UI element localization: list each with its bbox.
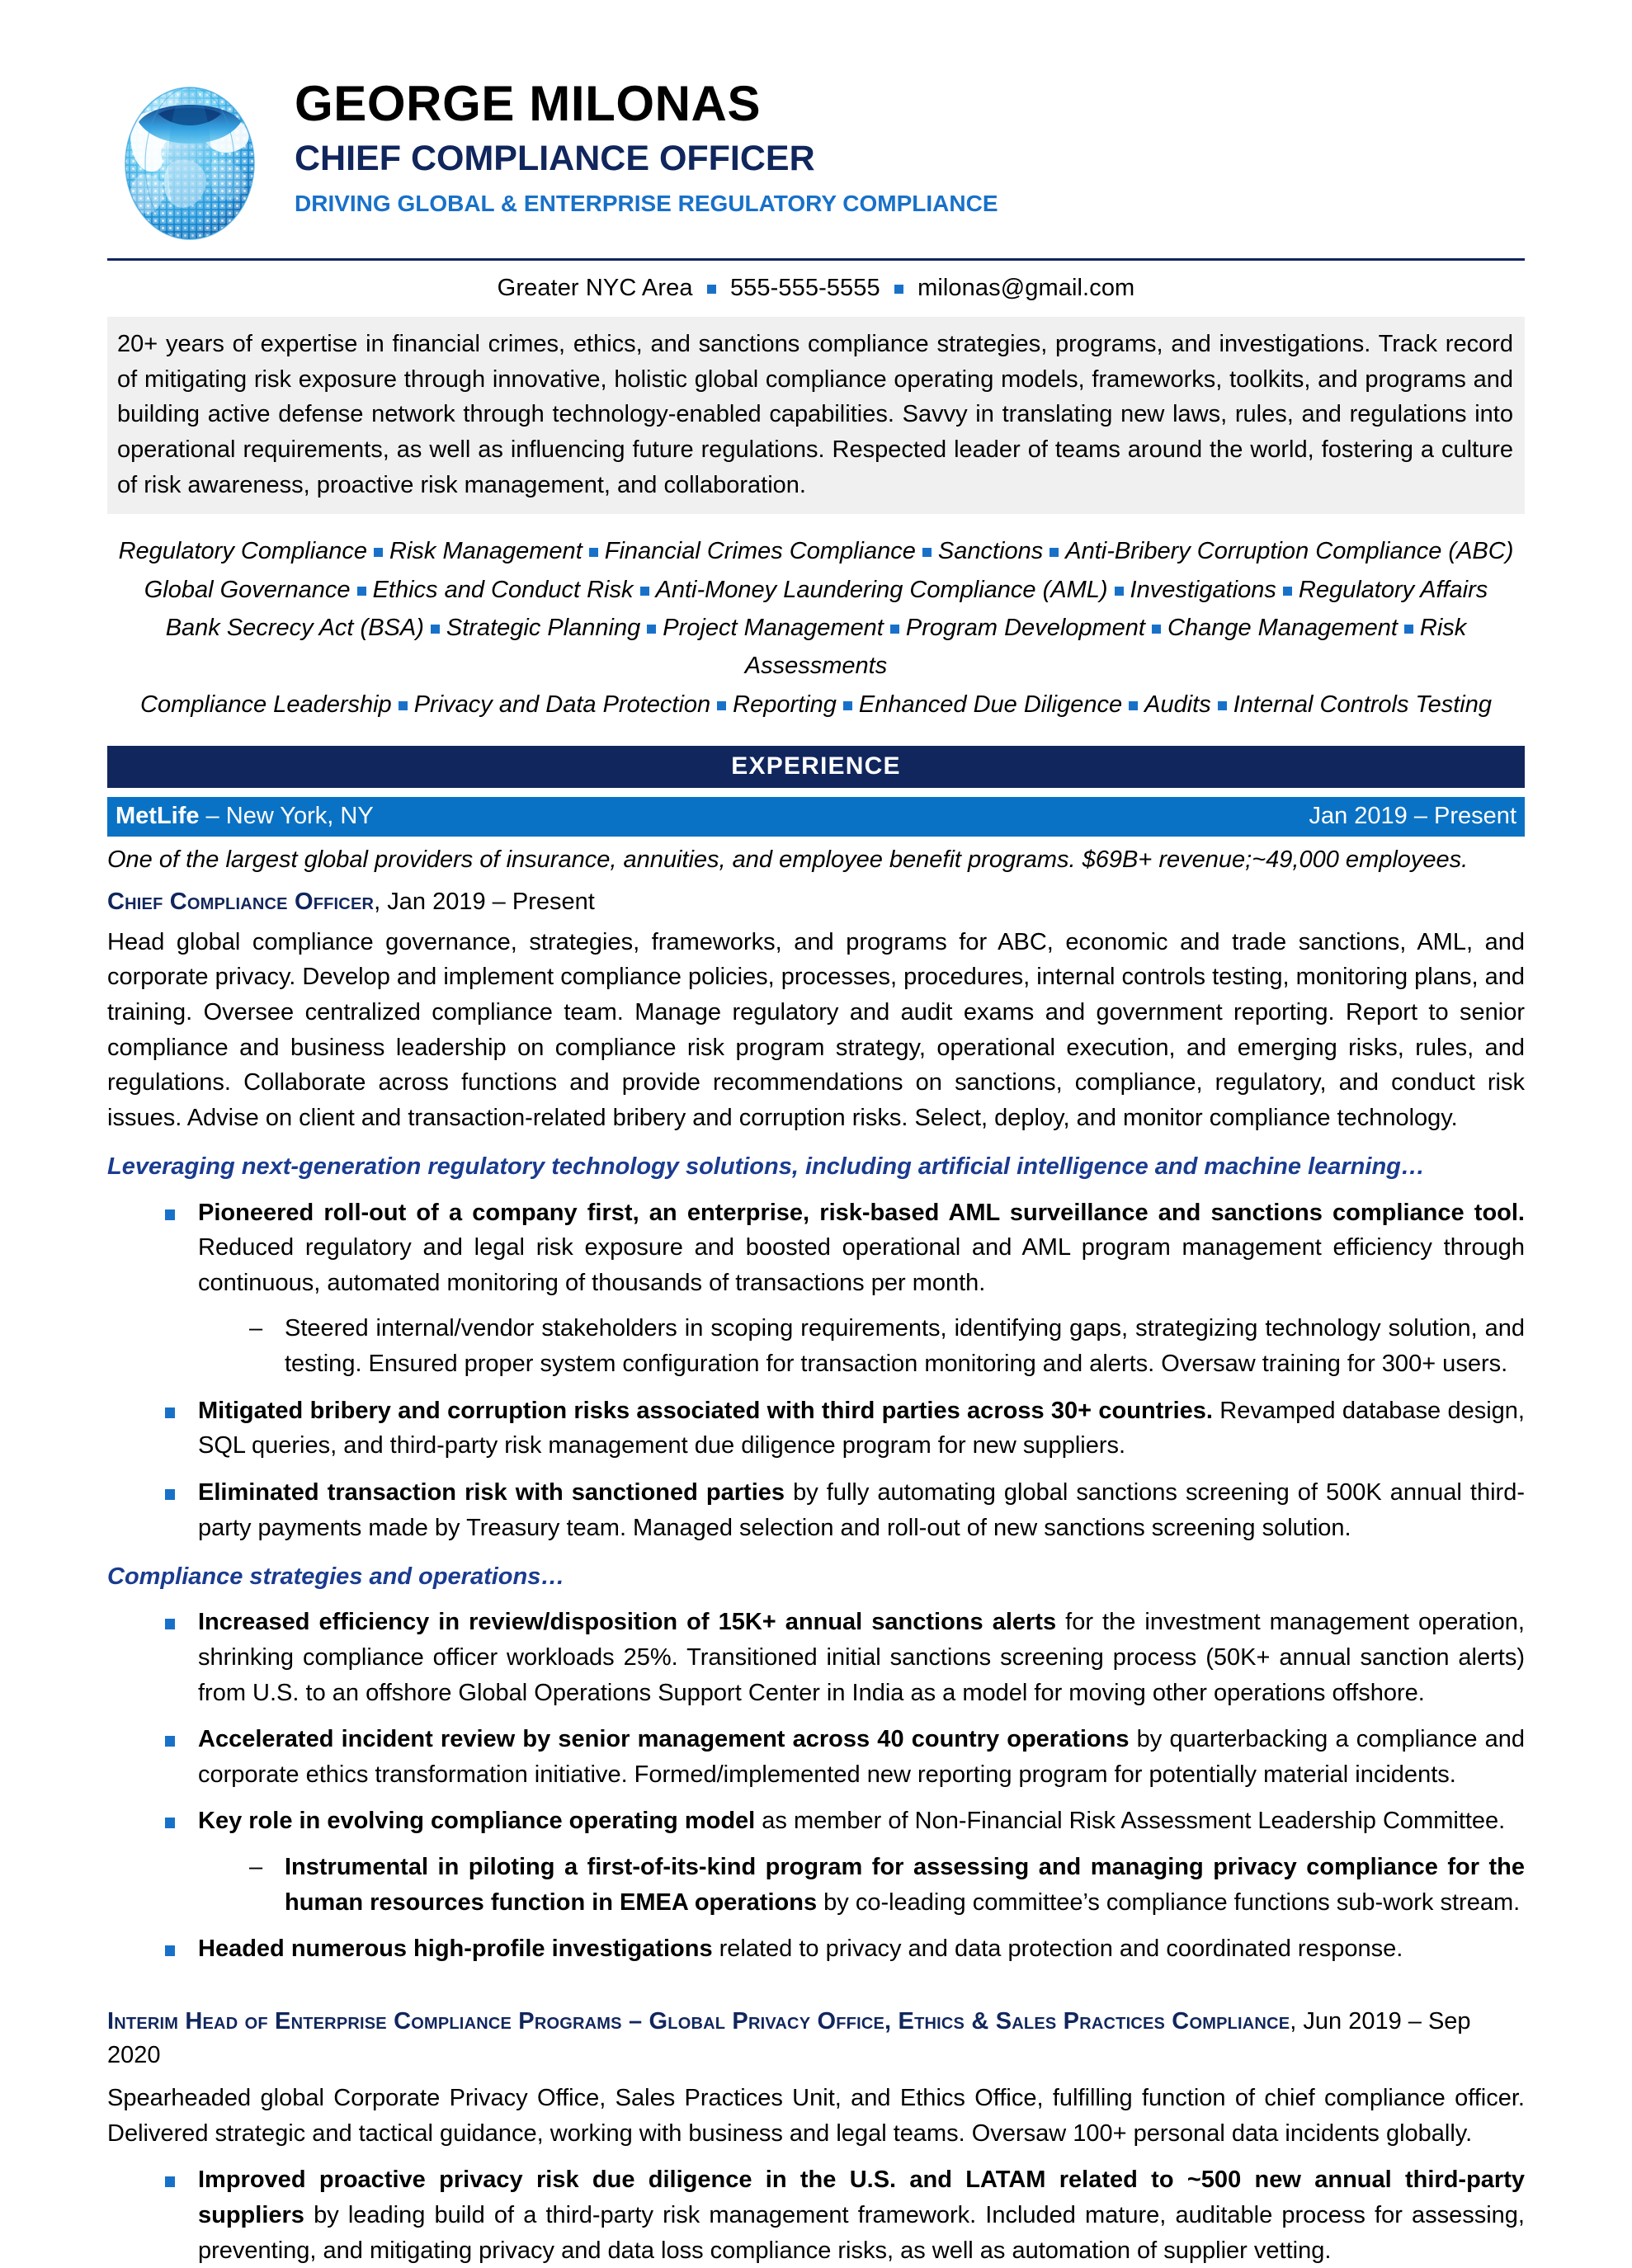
competency-item: Project Management	[663, 614, 884, 641]
square-bullet-icon	[894, 285, 903, 294]
contact-phone[interactable]: 555-555-5555	[729, 275, 880, 301]
bullet-item	[107, 1804, 1525, 1920]
square-bullet-icon	[707, 285, 716, 294]
competency-item: Financial Crimes Compliance	[604, 538, 916, 565]
bullet-highlight: Mitigated bribery and corruption risks associated with third parties across 30+ countries.	[198, 1397, 1213, 1424]
competency-item: Anti-Money Laundering Compliance (AML)	[655, 576, 1108, 603]
competency-item: Privacy and Data Protection	[413, 691, 711, 718]
bullet-text: as member of Non-Financial Risk Assessment Leadership Committee.	[755, 1808, 1506, 1835]
competency-item: Regulatory Compliance	[118, 538, 368, 565]
bullet-list-group-1	[107, 1195, 1525, 1546]
candidate-tagline: DRIVING GLOBAL & ENTERPRISE REGULATORY COMPLIANCE	[295, 191, 998, 217]
contact-email[interactable]: milonas@gmail.com	[917, 275, 1135, 301]
bullet-highlight: Key role in evolving compliance operating model	[198, 1808, 756, 1835]
competency-line	[107, 609, 1525, 686]
company-header-metlife	[107, 797, 1525, 837]
bullet-highlight: Pioneered roll-out of a company first, an enterprise, risk-based AML surveillance and sanctions compliance tool.	[198, 1199, 1525, 1226]
sub-bullet-highlight: Instrumental in piloting a first-of-its-kind program for assessing and managing privacy compliance for the human resources function in EMEA operations	[285, 1854, 1525, 1916]
competency-line	[107, 532, 1525, 570]
competency-item: Internal Controls Testing	[1233, 691, 1492, 718]
bullet-item	[107, 1722, 1525, 1792]
candidate-name: GEORGE MILONAS	[295, 76, 762, 131]
square-bullet-icon	[1218, 701, 1227, 710]
square-bullet-icon	[1283, 587, 1292, 596]
square-bullet-icon	[640, 587, 649, 596]
square-bullet-icon	[589, 548, 598, 557]
sub-bullet-item	[198, 1311, 1525, 1381]
bullet-text: related to privacy and data protection and coordinated response.	[712, 1936, 1403, 1963]
square-bullet-icon	[1152, 625, 1161, 634]
competency-item: Regulatory Affairs	[1298, 576, 1488, 603]
professional-summary: 20+ years of expertise in financial crimes, ethics, and sanctions compliance strategies, programs, and investigations. Track record of mitigating risk exposure through innovative, holistic global compliance operating models, frameworks, toolkits, and programs and building active defense network through technology-enabled capabilities. Savvy in translating new laws, rules, and regulations into operational requirements, as well as influencing future regulations. Respected leader of teams around the world, fostering a culture of risk awareness, proactive risk management, and collaboration.	[107, 317, 1525, 514]
role-dates-prefix-2: ,	[1290, 2007, 1304, 2035]
competency-item: Bank Secrecy Act (BSA)	[165, 614, 424, 641]
contact-location: Greater NYC Area	[497, 275, 693, 301]
candidate-role-title: CHIEF COMPLIANCE OFFICER	[295, 138, 815, 178]
sub-bullet-list	[198, 1311, 1525, 1381]
contact-line	[107, 275, 1525, 302]
square-bullet-icon	[357, 587, 366, 596]
competency-item: Anti-Bribery Corruption Compliance (ABC)	[1065, 538, 1514, 565]
company-name: MetLife	[116, 803, 200, 830]
role-title-line-1	[107, 889, 1525, 916]
role-title-1: Chief Compliance Officer	[107, 888, 375, 915]
bullet-list-group-2	[107, 1605, 1525, 1967]
competency-item: Audits	[1144, 691, 1211, 718]
bullet-highlight: Headed numerous high-profile investigations	[198, 1936, 713, 1963]
company-description: One of the largest global providers of insurance, annuities, and employee benefit programs. $69B+ revenue;~49,000 employees.	[107, 846, 1469, 874]
square-bullet-icon	[431, 625, 440, 634]
role-paragraph-2: Spearheaded global Corporate Privacy Office, Sales Practices Unit, and Ethics Office, fulfilling function of chief compliance officer. Delivered strategic and tactical guidance, working with business and legal teams. Oversaw 100+ personal data incidents globally.	[107, 2085, 1525, 2147]
square-bullet-icon	[843, 701, 852, 710]
bullet-list-role-2	[107, 2162, 1525, 2268]
bullet-highlight: Increased efficiency in review/disposition of 15K+ annual sanctions alerts	[198, 1609, 1057, 1636]
square-bullet-icon	[1049, 548, 1059, 557]
bullet-text: Revamped database design, SQL queries, and third-party risk management due diligence program for new suppliers.	[198, 1397, 1525, 1459]
lead-in-group-1: Leveraging next-generation regulatory technology solutions, including artificial intelligence and machine learning…	[107, 1153, 1425, 1181]
square-bullet-icon	[647, 625, 656, 634]
competency-item: Enhanced Due Diligence	[858, 691, 1123, 718]
bullet-item	[107, 2162, 1525, 2268]
bullet-item	[107, 1195, 1525, 1382]
bullet-item	[107, 1475, 1525, 1545]
square-bullet-icon	[922, 548, 932, 557]
competency-line	[107, 571, 1525, 609]
square-bullet-icon	[1404, 625, 1413, 634]
resume-header	[107, 0, 1525, 251]
bullet-highlight: Accelerated incident review by senior management across 40 country operations	[198, 1726, 1130, 1753]
competency-line	[107, 686, 1525, 724]
square-bullet-icon	[717, 701, 726, 710]
competency-item: Investigations	[1130, 576, 1276, 603]
square-bullet-icon	[399, 701, 408, 710]
role-title-2: Interim Head of Enterprise Compliance Programs – Global Privacy Office, Ethics & Sales Practices Compliance	[107, 2007, 1290, 2035]
bullet-text: by quarterbacking a compliance and corporate ethics transformation initiative. Formed/implemented new reporting program for potentially material incidents.	[198, 1726, 1525, 1788]
section-heading-experience: EXPERIENCE	[107, 746, 1525, 788]
globe-icon	[107, 64, 276, 251]
role-dates-1: Jan 2019 – Present	[387, 888, 595, 915]
bullet-text: by leading build of a third-party risk management framework. Included mature, auditable process for assessing, preventing, and mitigating privacy and data loss compliance risks, as well as automation of supplier vetting.	[198, 2202, 1525, 2264]
square-bullet-icon	[890, 625, 899, 634]
competency-item: Sanctions	[937, 538, 1044, 565]
bullet-item	[107, 1393, 1525, 1464]
lead-in-group-2: Compliance strategies and operations…	[107, 1563, 565, 1591]
bullet-text: Reduced regulatory and legal risk exposure and boosted operational and AML program management efficiency through continuous, automated monitoring of thousands of transactions per month.	[198, 1234, 1525, 1296]
sub-bullet-text: by co-leading committee’s compliance functions sub-work stream.	[817, 1888, 1521, 1916]
company-location: New York, NY	[225, 803, 374, 830]
role-dates-2: Jun 2019 – Sep 2020	[107, 2007, 1471, 2068]
bullet-highlight: Improved proactive privacy risk due diligence in the U.S. and LATAM related to ~500 new annual third-party suppliers	[198, 2167, 1525, 2229]
role-dates-prefix-1: ,	[374, 888, 388, 915]
sub-bullet-list	[198, 1850, 1525, 1920]
competency-item: Global Governance	[144, 576, 351, 603]
square-bullet-icon	[1115, 587, 1124, 596]
competency-item: Risk Assessments	[744, 614, 1467, 680]
square-bullet-icon	[374, 548, 383, 557]
competency-item: Program Development	[905, 614, 1145, 641]
competency-item: Reporting	[733, 691, 837, 718]
sub-bullet-text: Steered internal/vendor stakeholders in scoping requirements, identifying gaps, strategizing technology solution, and testing. Ensured proper system configuration for transaction monitoring and alerts. Oversaw training for 300+ users.	[285, 1315, 1525, 1378]
role-title-line-2	[107, 2005, 1525, 2072]
bullet-text: by fully automating global sanctions screening of 500K annual third-party payments made by Treasury team. Managed selection and roll-out of new sanctions screening solution.	[198, 1478, 1525, 1541]
competency-item: Ethics and Conduct Risk	[372, 576, 634, 603]
competency-item: Change Management	[1167, 614, 1398, 641]
bullet-item	[107, 1605, 1525, 1710]
bullet-highlight: Eliminated transaction risk with sanctioned parties	[198, 1478, 785, 1506]
sub-bullet-item	[198, 1850, 1525, 1920]
bullet-text: for the investment management operation, shrinking compliance officer workloads 25%. Transitioned initial sanctions screening process (50K+ annual sanction alerts) from U.S. to an offshore Global Operations Support Center in India as a model for moving other operations offshore.	[198, 1609, 1525, 1706]
role-paragraph-1: Head global compliance governance, strategies, frameworks, and programs for ABC, economic and trade sanctions, AML, and corporate privacy. Develop and implement compliance policies, processes, procedures, internal controls testing, monitoring plans, and training. Oversee centralized compliance team. Manage regulatory and audit exams and government reporting. Report to senior compliance and business leadership on compliance risk program strategy, operational execution, and emerging risks, rules, and regulations. Collaborate across functions and provide recommendations on sanctions, compliance, regulatory, and conduct risk issues. Advise on client and transaction-related bribery and corruption risks. Select, deploy, and monitor compliance technology.	[107, 928, 1525, 1131]
header-divider	[107, 258, 1525, 261]
header-text-block	[276, 64, 1525, 219]
company-separator: –	[199, 803, 226, 830]
square-bullet-icon	[1129, 701, 1138, 710]
competency-item: Strategic Planning	[446, 614, 641, 641]
company-name-location	[116, 803, 374, 830]
core-competencies	[107, 532, 1525, 724]
company-dates: Jan 2019 – Present	[1309, 803, 1516, 830]
competency-item: Compliance Leadership	[140, 691, 392, 718]
competency-item: Risk Management	[389, 538, 583, 565]
bullet-item	[107, 1931, 1525, 1967]
